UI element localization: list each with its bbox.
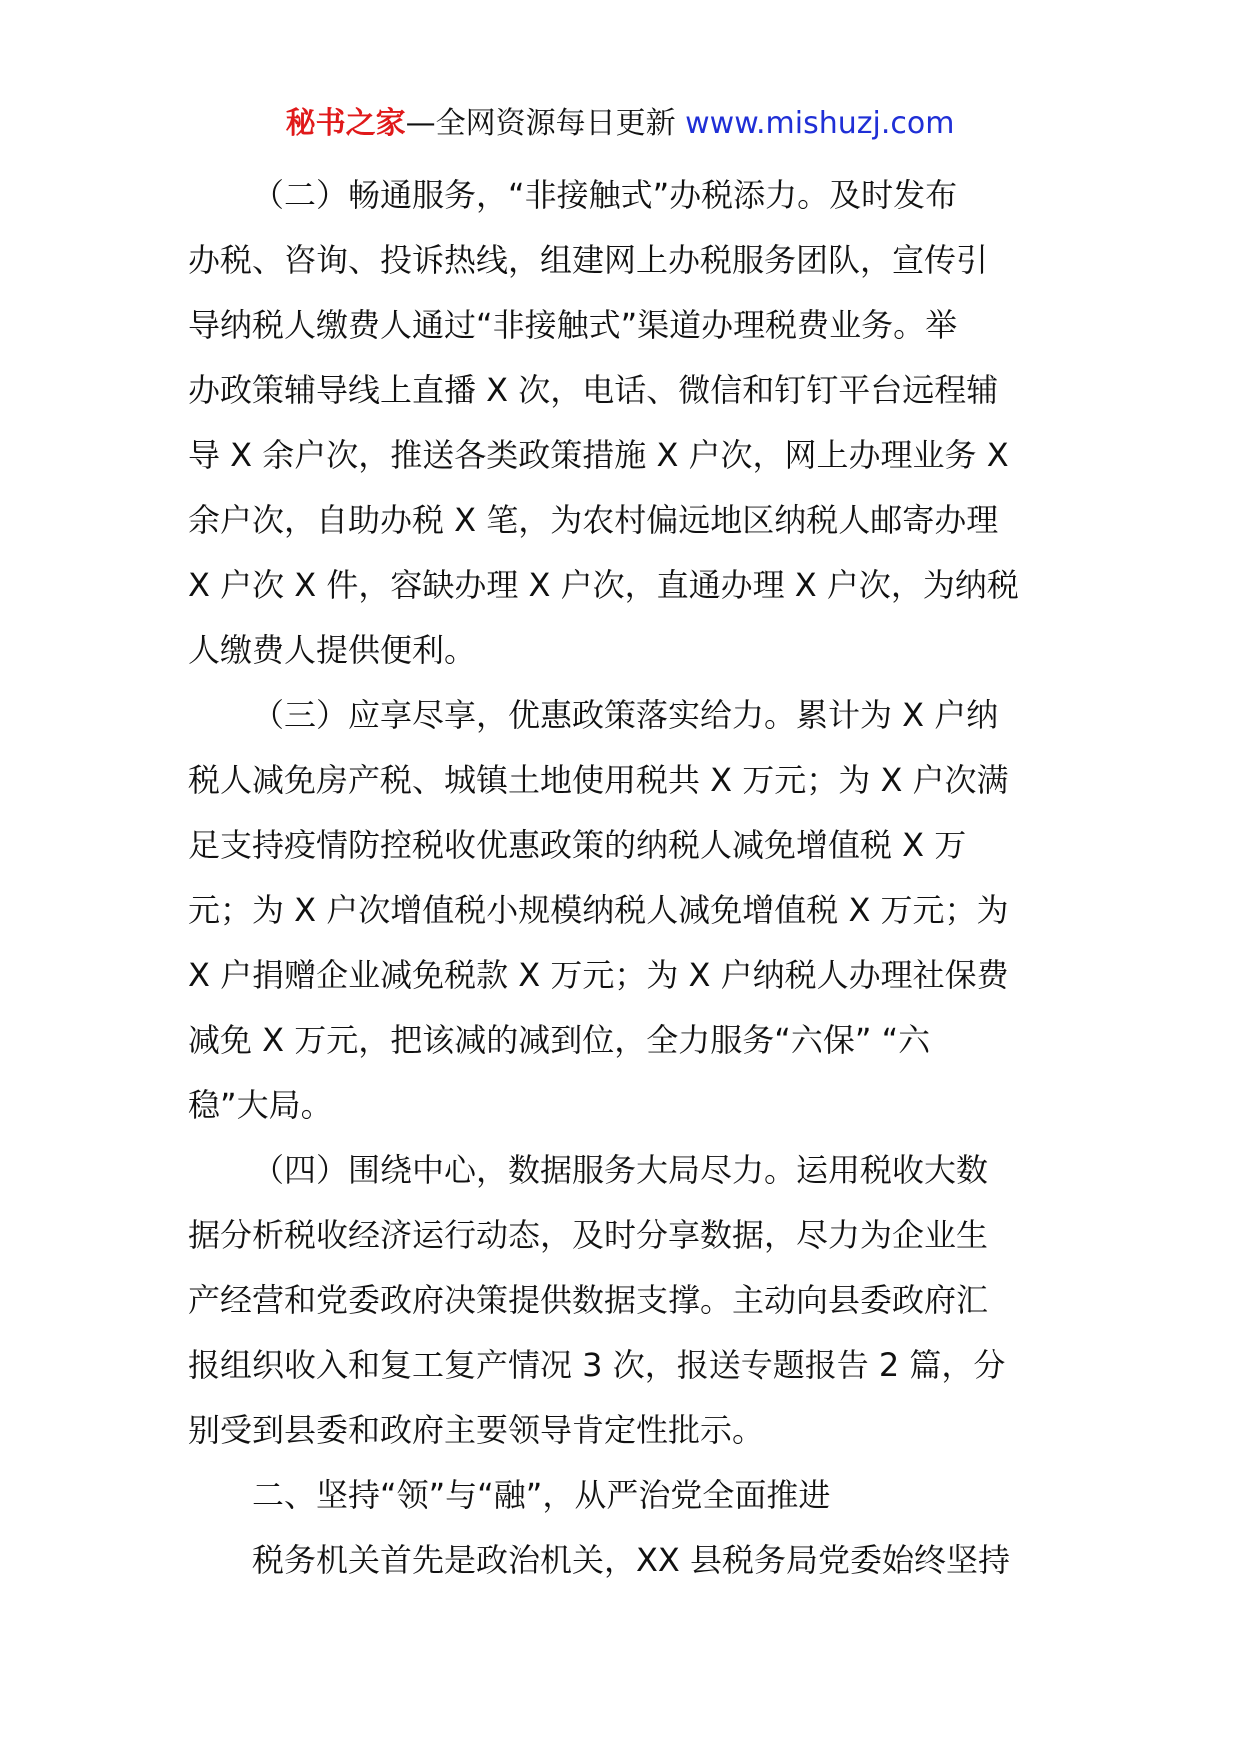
site-header xyxy=(0,100,1240,148)
paragraph-line: 税务机关首先是政治机关，XX 县税务局党委始终坚持 xyxy=(252,1541,1011,1579)
paragraph-line: 据分析税收经济运行动态，及时分享数据，尽力为企业生 xyxy=(188,1216,989,1254)
paragraph-line: 稳”大局。 xyxy=(188,1086,333,1124)
paragraph-line: 别受到县委和政府主要领导肯定性批示。 xyxy=(188,1411,765,1449)
paragraph-line: X 户次 X 件，容缺办理 X 户次，直通办理 X 户次，为纳税 xyxy=(188,566,1019,604)
paragraph-line: 导纳税人缴费人通过“非接触式”渠道办理税费业务。举 xyxy=(188,306,958,344)
site-url[interactable]: www.mishuzj.com xyxy=(685,106,955,141)
paragraph-line: 办税、咨询、投诉热线，组建网上办税服务团队，宣传引 xyxy=(188,241,989,279)
paragraph-line: 税人减免房产税、城镇土地使用税共 X 万元；为 X 户次满 xyxy=(188,761,1009,799)
document-body xyxy=(188,163,1050,1593)
paragraph-line: 足支持疫情防控税收优惠政策的纳税人减免增值税 X 万 xyxy=(188,826,967,864)
paragraph-line: （二）畅通服务，“非接触式”办税添力。及时发布 xyxy=(252,176,958,214)
paragraph-line: 导 X 余户次，推送各类政策措施 X 户次，网上办理业务 X xyxy=(188,436,1009,474)
paragraph-line: 办政策辅导线上直播 X 次，电话、微信和钉钉平台远程辅 xyxy=(188,371,999,409)
paragraph-line: X 户捐赠企业减免税款 X 万元；为 X 户纳税人办理社保费 xyxy=(188,956,1009,994)
section-heading: 二、坚持“领”与“融”，从严治党全面推进 xyxy=(252,1476,831,1514)
paragraph-line: 人缴费人提供便利。 xyxy=(188,631,477,669)
site-tagline: —全网资源每日更新 xyxy=(405,106,676,141)
paragraph-line: 余户次，自助办税 X 笔，为农村偏远地区纳税人邮寄办理 xyxy=(188,501,999,539)
paragraph-line: 元；为 X 户次增值税小规模纳税人减免增值税 X 万元；为 xyxy=(188,891,1009,929)
site-brand: 秘书之家 xyxy=(285,106,406,141)
paragraph-line: （三）应享尽享，优惠政策落实给力。累计为 X 户纳 xyxy=(252,696,999,734)
paragraph-line: 减免 X 万元，把该减的减到位，全力服务“六保” “六 xyxy=(188,1021,931,1059)
paragraph-line: 报组织收入和复工复产情况 3 次，报送专题报告 2 篇，分 xyxy=(188,1346,1006,1384)
paragraph-line: （四）围绕中心，数据服务大局尽力。运用税收大数 xyxy=(252,1151,989,1189)
paragraph-line: 产经营和党委政府决策提供数据支撑。主动向县委政府汇 xyxy=(188,1281,989,1319)
